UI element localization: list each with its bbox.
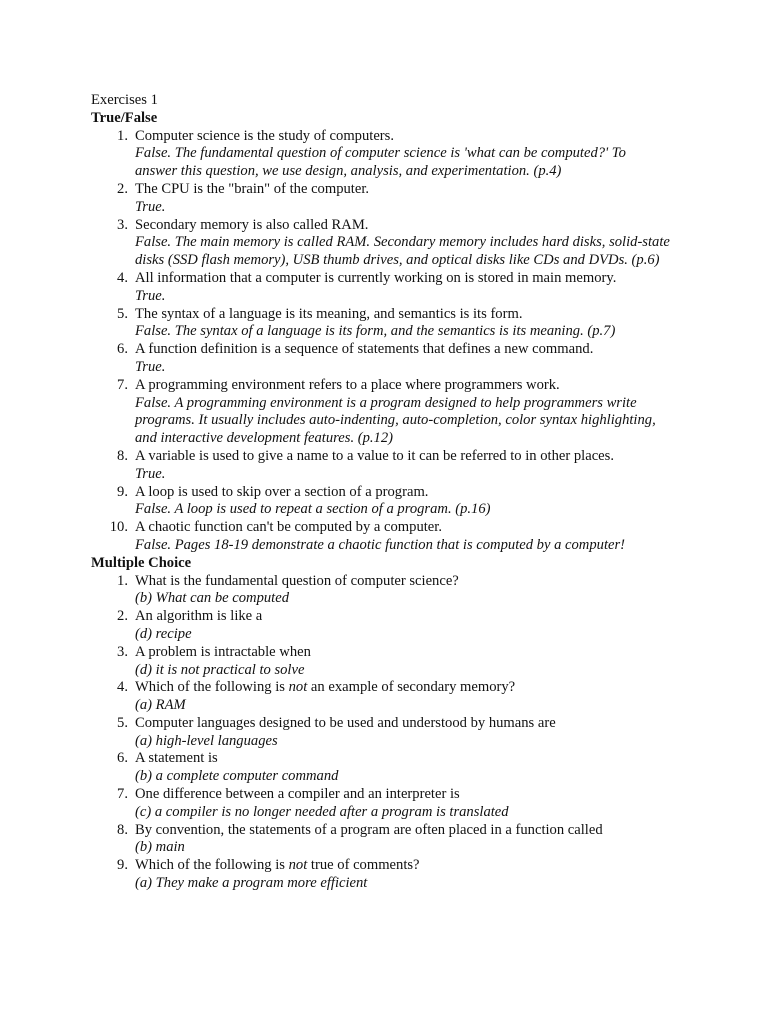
item-question: One difference between a compiler and an interpreter is <box>135 786 460 803</box>
list-item <box>91 484 671 520</box>
item-answer: (a) high-level languages <box>135 732 278 749</box>
item-question <box>135 857 671 875</box>
item-number: 5. <box>117 714 128 731</box>
item-number: 7. <box>117 376 128 393</box>
item-answer: (b) a complete computer command <box>135 768 339 785</box>
item-number: 6. <box>117 750 128 767</box>
item-answer: True. <box>135 287 166 304</box>
item-answer: (c) a compiler is no longer needed after a program is translated <box>135 803 509 820</box>
item-question: What is the fundamental question of computer science? <box>135 572 459 589</box>
list-item <box>91 679 671 715</box>
list-item <box>91 306 671 342</box>
item-answer: False. The main memory is called RAM. Secondary memory includes hard disks, solid-state disks (SSD flash memory), USB thumb drives, and optical disks like CDs and DVDs. (p.6) <box>135 234 670 269</box>
list-item <box>91 857 671 893</box>
item-question: The syntax of a language is its meaning, and semantics is its form. <box>135 305 523 322</box>
question-emphasis: not <box>288 679 308 696</box>
item-answer: (a) RAM <box>135 697 186 714</box>
item-answer: (b) main <box>135 839 185 856</box>
item-answer: (a) They make a program more efficient <box>135 875 368 892</box>
item-number: 10. <box>109 519 128 536</box>
item-answer: False. The fundamental question of computer science is 'what can be computed?' To answer this question, we use design, analysis, and experimentation. (p.4) <box>135 145 626 180</box>
item-number: 5. <box>117 305 128 322</box>
section-heading-true-false: True/False <box>91 109 158 126</box>
true-false-list <box>91 128 671 555</box>
item-number: 3. <box>117 643 128 660</box>
item-answer: True. <box>135 465 166 482</box>
item-answer: False. A programming environment is a program designed to help programmers write programs. It usually includes auto-indenting, auto-completion, color syntax highlighting, and interactive development features. (p.12) <box>135 394 656 447</box>
list-item <box>91 448 671 484</box>
item-number: 9. <box>117 483 128 500</box>
list-item <box>91 715 671 751</box>
list-item <box>91 181 671 217</box>
question-text-after: true of comments? <box>307 857 420 874</box>
question-text-before: Which of the following is <box>135 857 289 874</box>
section-heading-multiple-choice: Multiple Choice <box>91 554 192 571</box>
item-number: 2. <box>117 180 128 197</box>
item-answer: True. <box>135 198 166 215</box>
list-item <box>91 377 671 448</box>
item-question: A statement is <box>135 750 218 767</box>
item-answer: (b) What can be computed <box>135 590 289 607</box>
item-number: 8. <box>117 821 128 838</box>
list-item <box>91 519 671 555</box>
list-item <box>91 341 671 377</box>
item-question: A problem is intractable when <box>135 643 311 660</box>
list-item <box>91 750 671 786</box>
item-answer: (d) it is not practical to solve <box>135 661 305 678</box>
list-item <box>91 270 671 306</box>
item-answer: False. Pages 18-19 demonstrate a chaotic function that is computed by a computer! <box>135 536 626 553</box>
item-question: A chaotic function can't be computed by a computer. <box>135 519 442 536</box>
question-text-before: Which of the following is <box>135 679 289 696</box>
list-item <box>91 128 671 181</box>
question-text-after: an example of secondary memory? <box>307 679 516 696</box>
item-question: Computer science is the study of computers. <box>135 127 394 144</box>
item-question: A loop is used to skip over a section of a program. <box>135 483 429 500</box>
item-answer: True. <box>135 358 166 375</box>
item-number: 6. <box>117 341 128 358</box>
item-question: A function definition is a sequence of statements that defines a new command. <box>135 341 594 358</box>
item-number: 2. <box>117 608 128 625</box>
list-item <box>91 822 671 858</box>
item-answer: False. The syntax of a language is its form, and the semantics is its meaning. (p.7) <box>135 323 616 340</box>
item-question: A variable is used to give a name to a value to it can be referred to in other places. <box>135 447 614 464</box>
item-question <box>135 679 671 697</box>
list-item <box>91 608 671 644</box>
list-item <box>91 217 671 270</box>
list-item <box>91 644 671 680</box>
list-item <box>91 573 671 609</box>
document-content <box>91 92 671 893</box>
item-question: All information that a computer is currently working on is stored in main memory. <box>135 269 617 286</box>
item-answer: False. A loop is used to repeat a section of a program. (p.16) <box>135 501 491 518</box>
item-number: 8. <box>117 447 128 464</box>
item-question: A programming environment refers to a place where programmers work. <box>135 376 560 393</box>
item-question: By convention, the statements of a program are often placed in a function called <box>135 821 603 838</box>
item-question: Computer languages designed to be used and understood by humans are <box>135 714 556 731</box>
multiple-choice-list <box>91 573 671 893</box>
item-question: The CPU is the "brain" of the computer. <box>135 180 370 197</box>
item-number: 1. <box>117 572 128 589</box>
document-title: Exercises 1 <box>91 92 158 108</box>
list-item <box>91 786 671 822</box>
item-question: An algorithm is like a <box>135 608 263 625</box>
item-number: 4. <box>117 269 128 286</box>
item-number: 3. <box>117 216 128 233</box>
item-number: 1. <box>117 127 128 144</box>
item-number: 7. <box>117 786 128 803</box>
item-number: 4. <box>117 679 128 696</box>
item-number: 9. <box>117 857 128 874</box>
question-emphasis: not <box>288 857 308 874</box>
item-answer: (d) recipe <box>135 625 192 642</box>
item-question: Secondary memory is also called RAM. <box>135 216 369 233</box>
